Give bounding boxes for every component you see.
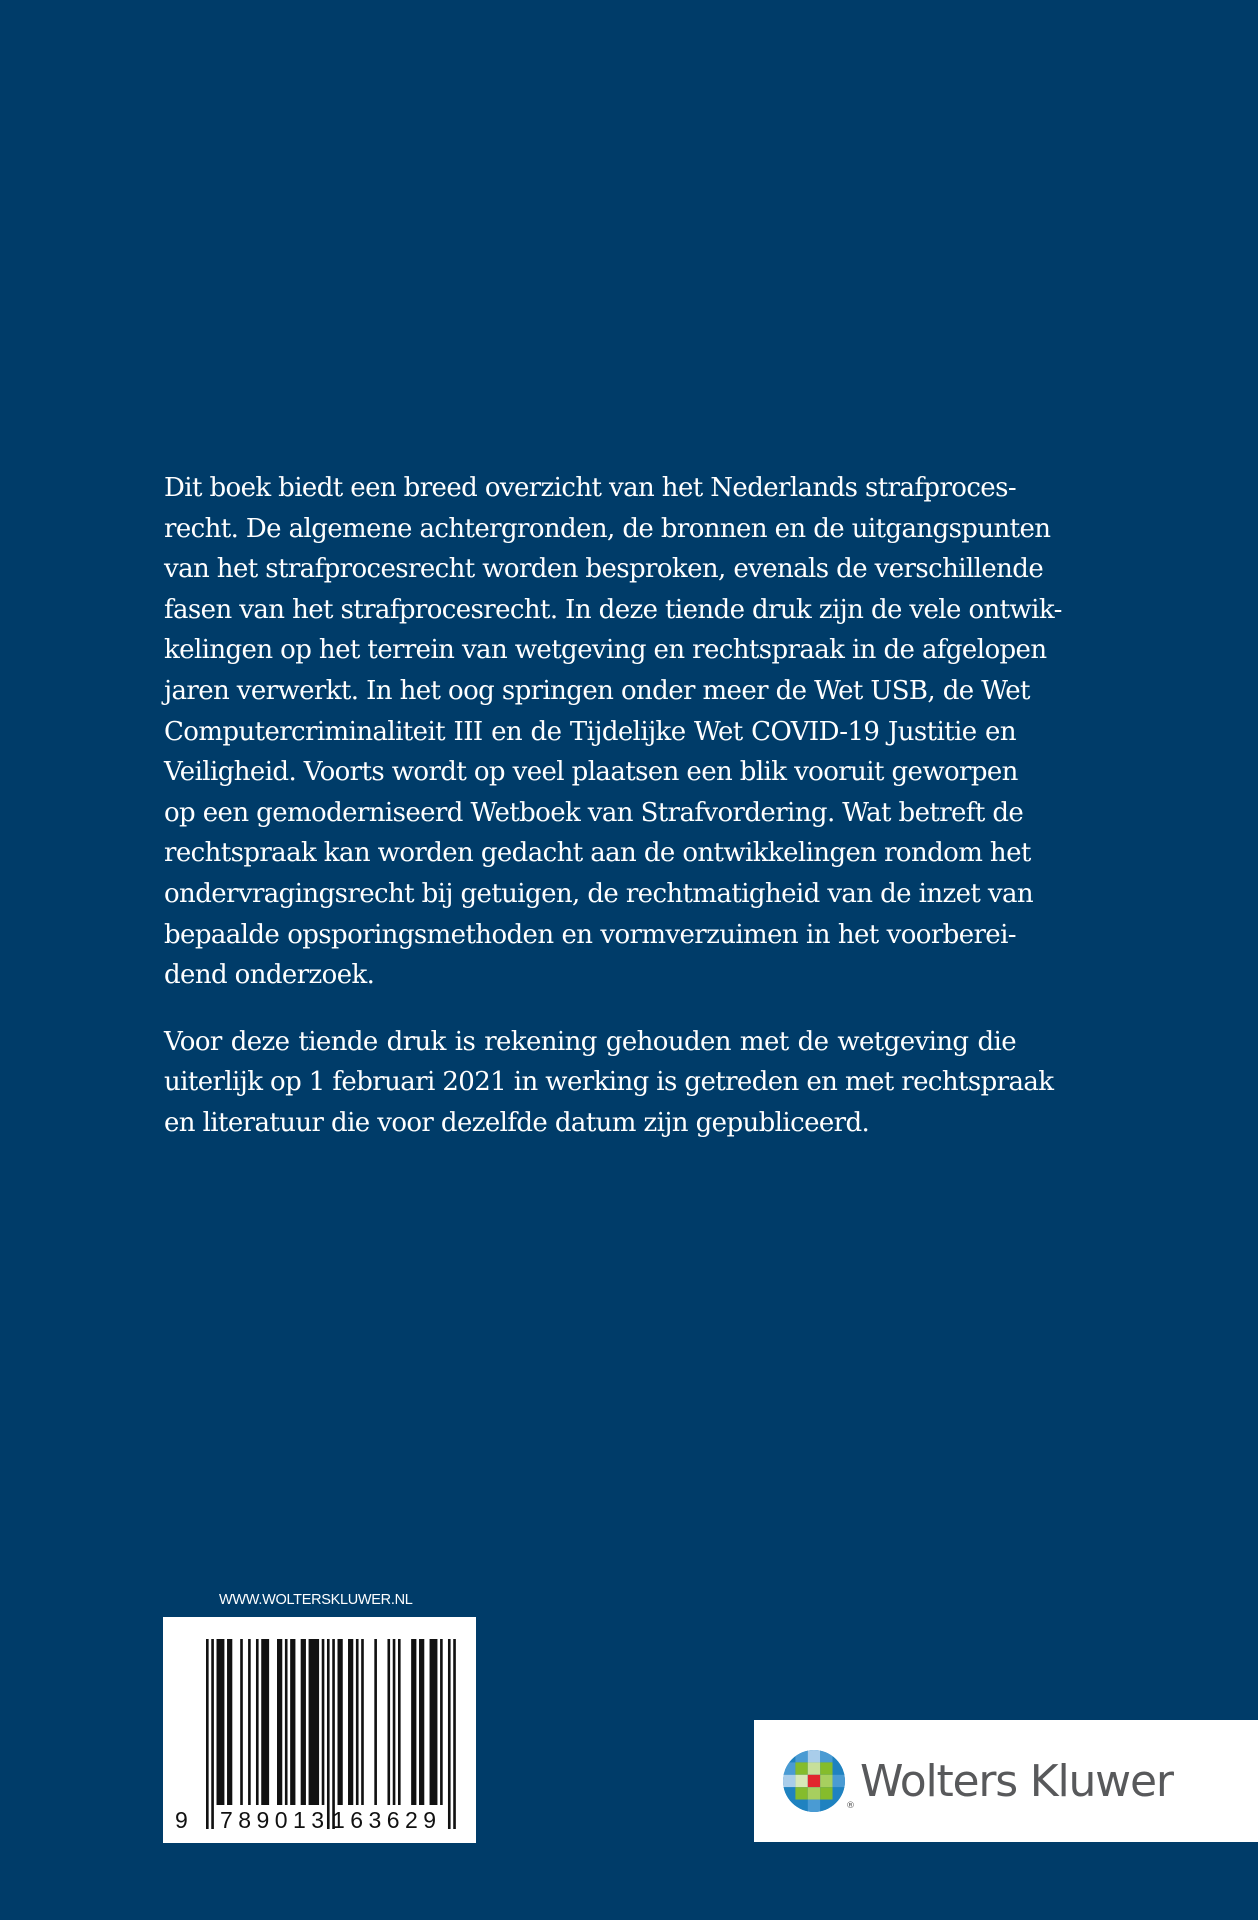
wolters-kluwer-globe-icon bbox=[783, 1750, 845, 1812]
isbn-barcode bbox=[163, 1617, 476, 1843]
publisher-logo bbox=[754, 1720, 1258, 1842]
registered-mark: ® bbox=[846, 1801, 855, 1811]
blurb-line: van het strafprocesrecht worden besproken, evenals de verschillende bbox=[164, 554, 1044, 585]
blurb-line: ondervragingsrecht bij getuigen, de rechtmatigheid van de inzet van bbox=[164, 878, 1034, 909]
blurb-line: Veiligheid. Voorts wordt op veel plaatsen een blik vooruit geworpen bbox=[164, 757, 1018, 788]
publisher-name: Wolters Kluwer bbox=[860, 1756, 1173, 1807]
barcode-left-digits: 789013 bbox=[220, 1807, 324, 1833]
blurb-line: op een gemoderniseerd Wetboek van Strafvordering. Wat betreft de bbox=[164, 797, 1024, 828]
blurb-line: recht. De algemene achtergronden, de bronnen en de uitgangspunten bbox=[164, 513, 1051, 544]
blurb-line: Dit boek biedt een breed overzicht van het Nederlands strafproces- bbox=[164, 473, 1017, 503]
blurb-line: en literatuur die voor dezelfde datum zijn gepubliceerd. bbox=[164, 1107, 870, 1138]
blurb-line: Computercriminaliteit III en de Tijdelijke Wet COVID-19 Justitie en bbox=[164, 716, 1016, 747]
blurb-line: jaren verwerkt. In het oog springen onder meer de Wet USB, de Wet bbox=[164, 675, 1030, 706]
publisher-url: WWW.WOLTERSKLUWER.NL bbox=[219, 1592, 413, 1608]
blurb-line: kelingen op het terrein van wetgeving en rechtspraak in de afgelopen bbox=[164, 635, 1047, 666]
barcode-right-digits: 163629 bbox=[332, 1807, 436, 1833]
blurb-line: rechtspraak kan worden gedacht aan de ontwikkelingen rondom het bbox=[164, 838, 1031, 869]
barcode-bars bbox=[163, 1617, 476, 1843]
blurb-paragraph-2 bbox=[164, 1022, 1054, 1144]
blurb-line: uiterlijk op 1 februari 2021 in werking is getreden en met rechtspraak bbox=[164, 1067, 1054, 1098]
blurb-line: Voor deze tiende druk is rekening gehouden met de wetgeving die bbox=[164, 1026, 1016, 1057]
blurb-line: bepaalde opsporingsmethoden en vormverzuimen in het voorberei- bbox=[164, 919, 1016, 950]
back-cover-blurb bbox=[164, 468, 1062, 1144]
barcode-first-digit: 9 bbox=[175, 1807, 188, 1833]
blurb-paragraph-1 bbox=[164, 468, 1062, 996]
blurb-line: fasen van het strafprocesrecht. In deze tiende druk zijn de vele ontwik- bbox=[164, 594, 1062, 625]
blurb-line: dend onderzoek. bbox=[164, 960, 375, 991]
